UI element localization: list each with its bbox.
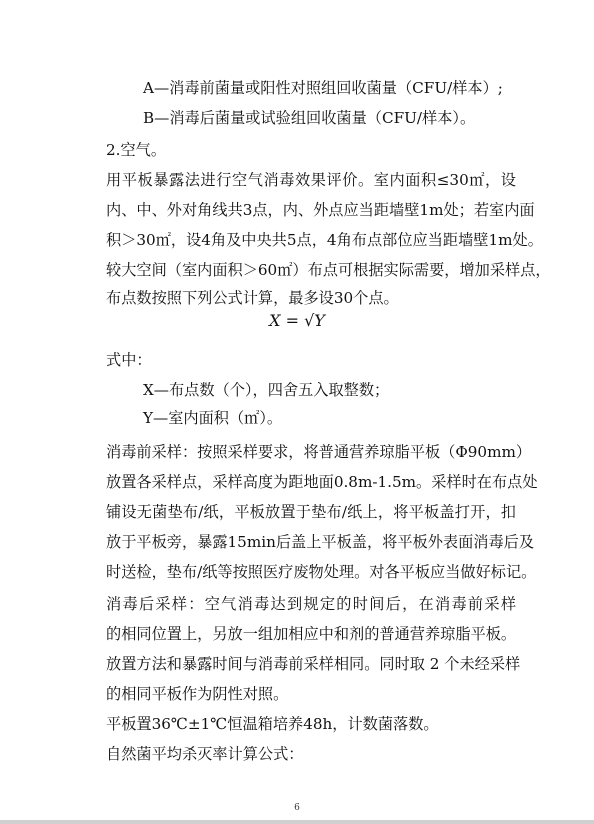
definition-x: X—布点数（个），四舍五入取整数；: [143, 381, 390, 399]
paragraph-line: 放置各采样点，采样高度为距地面0.8m-1.5m。采样时在布点处: [106, 473, 538, 491]
paragraph-line: 的相同平板作为阴性对照。: [106, 685, 289, 703]
paragraph-line: 消毒后采样：空气消毒达到规定的时间后，在消毒前采样: [106, 595, 516, 613]
paragraph-line: 消毒前采样：按照采样要求，将普通营养琼脂平板（Φ90mm）: [106, 443, 532, 461]
paragraph-line: 用平板暴露法进行空气消毒效果评价。室内面积≤30㎡，设: [106, 171, 516, 189]
paragraph-line: 的相同位置上，另放一组加相应中和剂的普通营养琼脂平板。: [106, 625, 517, 643]
paragraph-line: 积＞30㎡，设4角及中央共5点，4角布点部位应当距墙壁1m处。: [106, 231, 543, 249]
paragraph-line: 放置方法和暴露时间与消毒前采样相同。同时取 2 个未经采样: [106, 655, 521, 673]
definition-b: B—消毒后菌量或试验组回收菌量（CFU/样本）。: [143, 109, 476, 127]
formula: X = √Y: [269, 311, 325, 330]
page-number: 6: [294, 803, 300, 813]
paragraph-line: 铺设无菌垫布/纸，平板放置于垫布/纸上，将平板盖打开，扣: [106, 503, 516, 521]
paragraph-line: 内、中、外对角线共3点，内、外点应当距墙壁1m处；若室内面: [106, 201, 535, 219]
paragraph-line: 时送检，垫布/纸等按照医疗废物处理。对各平板应当做好标记。: [106, 563, 537, 581]
formula-where: 式中：: [106, 351, 152, 369]
definition-a: A—消毒前菌量或阳性对照组回收菌量（CFU/样本）;: [143, 79, 503, 97]
paragraph-line: 布点数按照下列公式计算，最多设30个点。: [106, 289, 399, 307]
paragraph-line: 较大空间（室内面积＞60㎡）布点可根据实际需要，增加采样点，: [106, 261, 551, 279]
paragraph-line: 平板置36℃±1℃恒温箱培养48h，计数菌落数。: [106, 715, 439, 733]
definition-y: Y—室内面积（㎡）。: [143, 409, 283, 427]
footer-divider: [0, 820, 594, 824]
paragraph-line: 自然菌平均杀灭率计算公式：: [106, 745, 304, 763]
paragraph-line: 放于平板旁，暴露15min后盖上平板盖，将平板外表面消毒后及: [106, 533, 535, 551]
section-heading-air: 2.空气。: [106, 141, 167, 159]
